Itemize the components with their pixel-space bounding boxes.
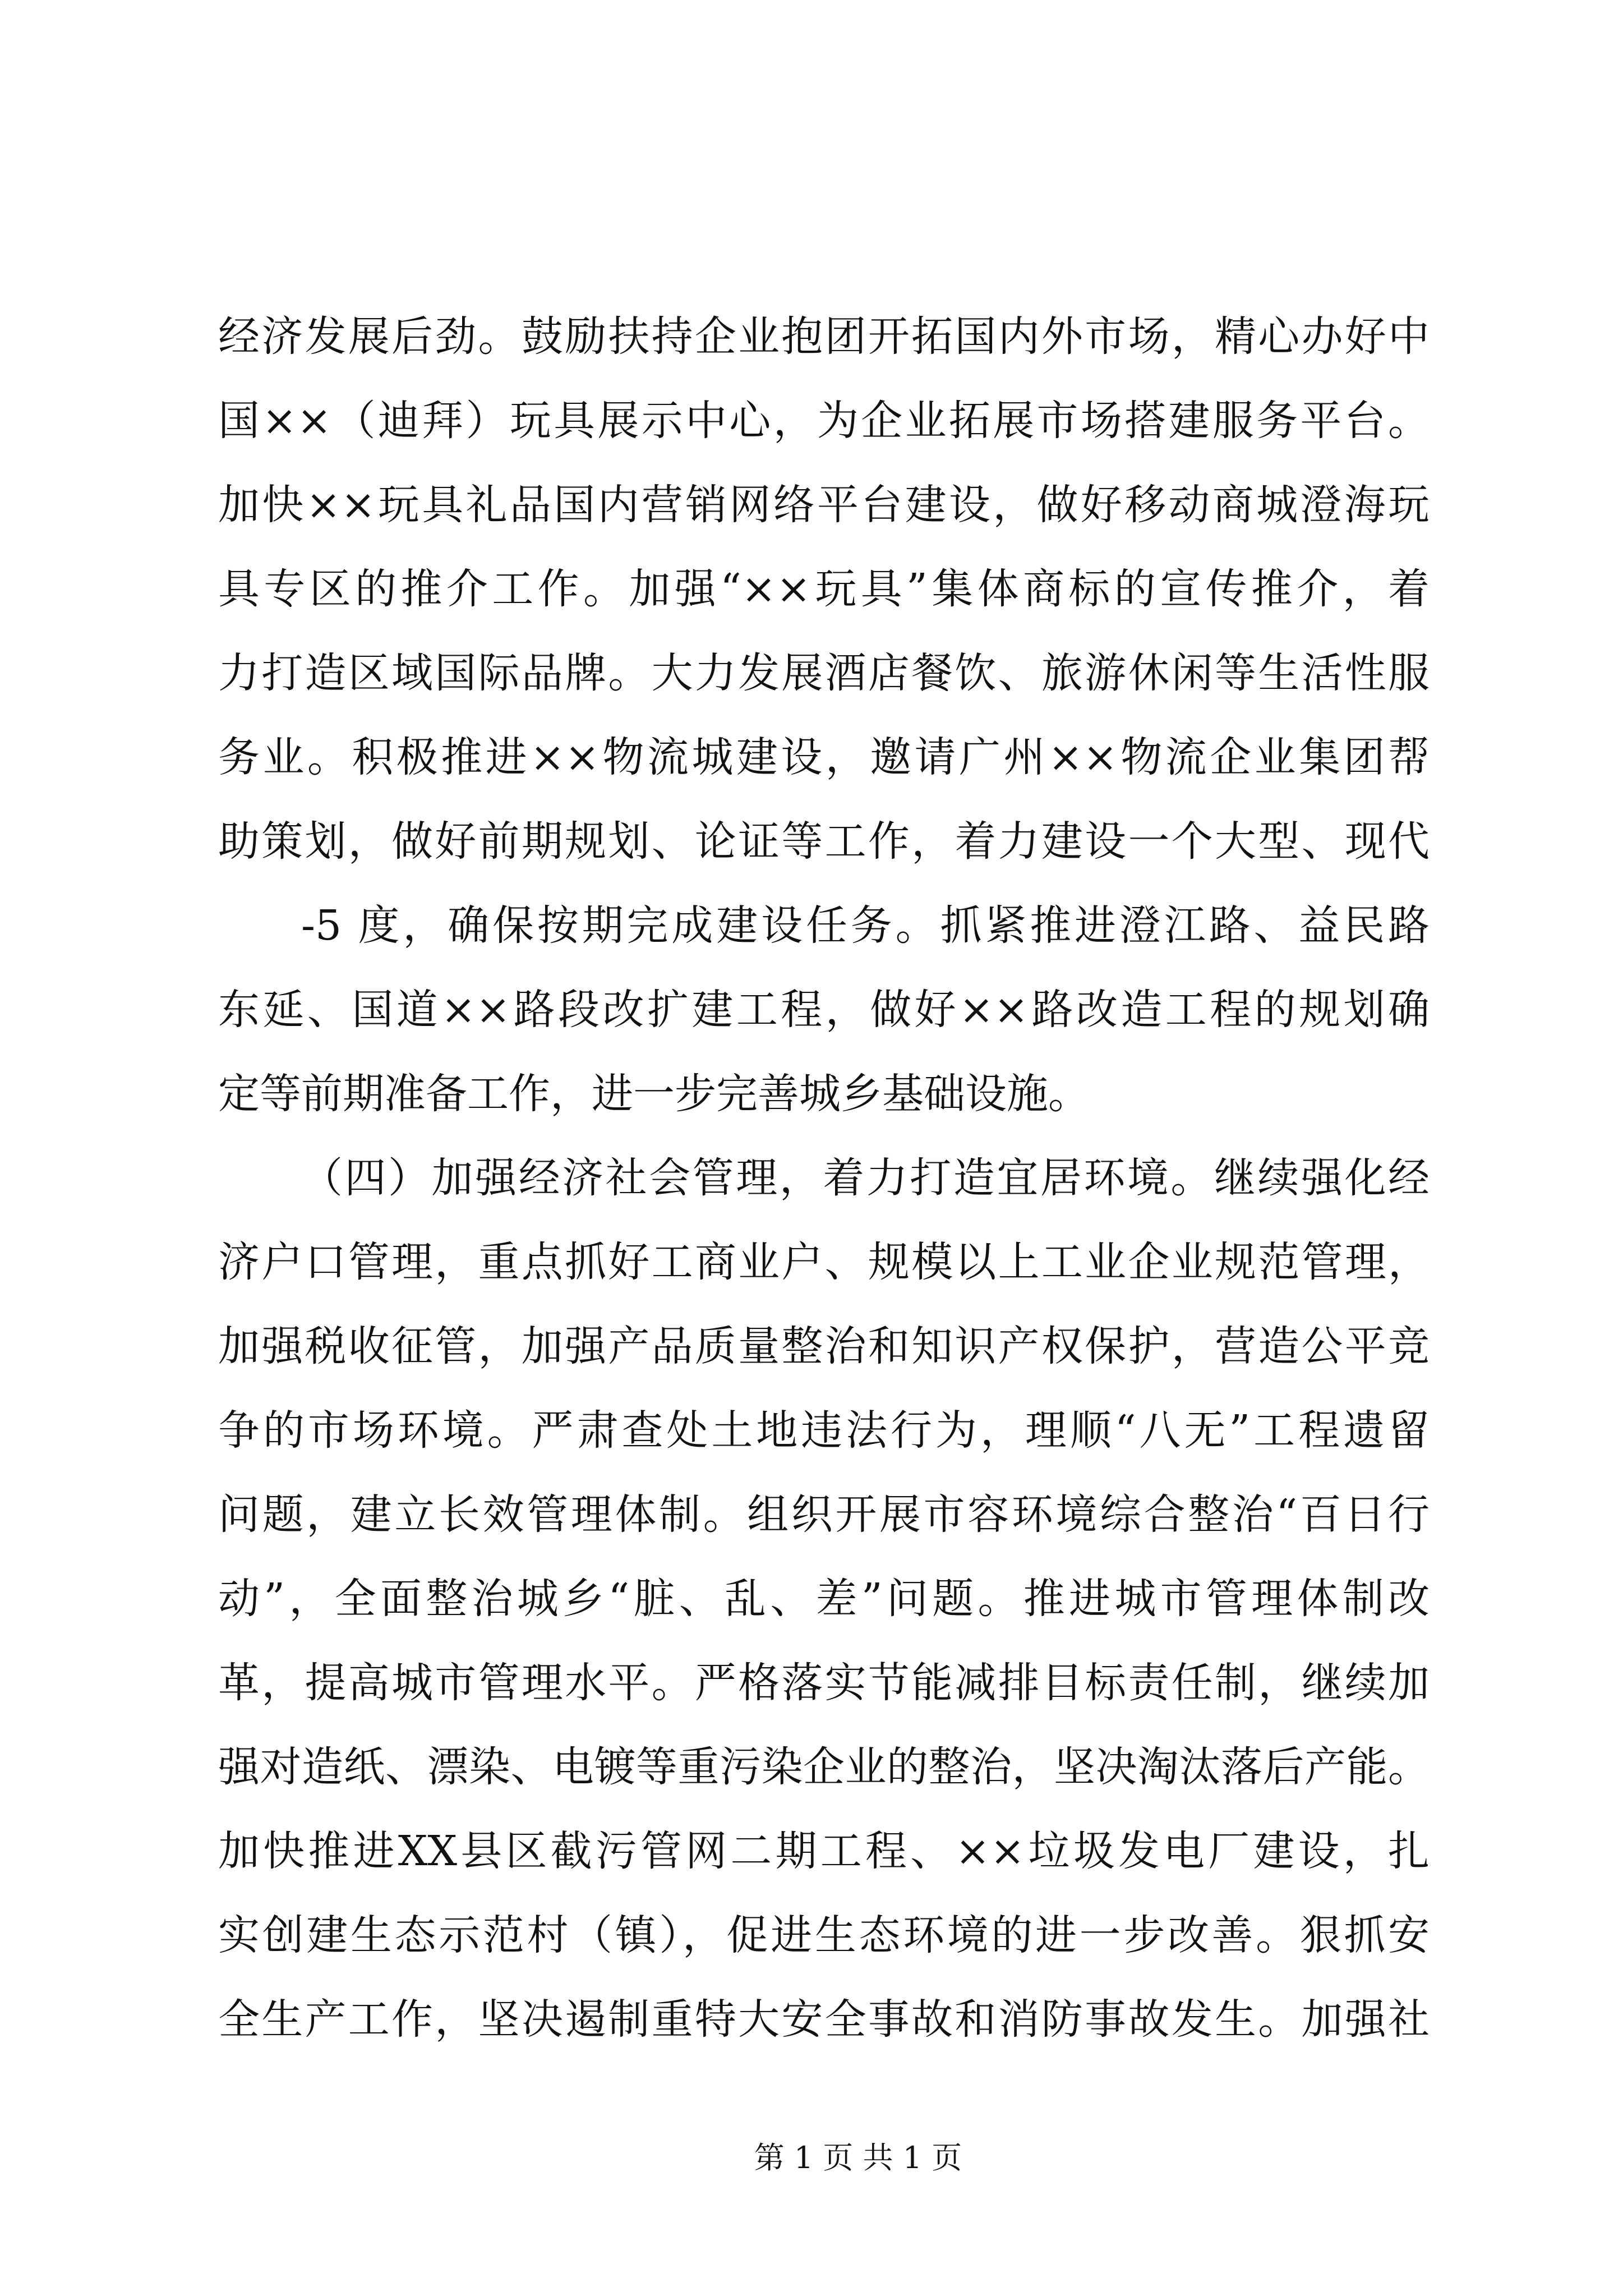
text-line: 定等前期准备工作，进一步完善城乡基础设施。	[218, 1070, 1090, 1118]
text-line: 东延、国道××路段改扩建工程，做好××路改造工程的规划确	[218, 986, 1430, 1034]
text-line: 加强税收征管，加强产品质量整治和知识产权保护，营造公平竞	[218, 1322, 1430, 1370]
text-line: 全生产工作，坚决遏制重特大安全事故和消防事故发生。加强社	[218, 1995, 1430, 2044]
text-line: 助策划，做好前期规划、论证等工作，着力建设一个大型、现代	[218, 817, 1430, 866]
text-line: 力打造区域国际品牌。大力发展酒店餐饮、旅游休闲等生活性服	[218, 649, 1430, 697]
page-number-footer: 第 1 页 共 1 页	[754, 2140, 962, 2175]
text-line: 革，提高城市管理水平。严格落实节能减排目标责任制，继续加	[218, 1659, 1430, 1707]
document-body	[218, 295, 1430, 2062]
paragraph	[218, 884, 1430, 1136]
text-line: 问题，建立长效管理体制。组织开展市容环境综合整治“百日行	[218, 1490, 1430, 1539]
paragraph	[218, 295, 1430, 884]
text-line: -5 度，确保按期完成建设任务。抓紧推进澄江路、益民路	[301, 901, 1430, 950]
text-line: 动”，全面整治城乡“脏、乱、差”问题。推进城市管理体制改	[218, 1575, 1430, 1623]
paragraph	[218, 1136, 1430, 2062]
text-line: 经济发展后劲。鼓励扶持企业抱团开拓国内外市场，精心办好中	[218, 312, 1430, 361]
text-line: 国××（迪拜）玩具展示中心，为企业拓展市场搭建服务平台。	[218, 397, 1430, 445]
text-line: 实创建生态示范村（镇），促进生态环境的进一步改善。狠抓安	[218, 1911, 1430, 1959]
text-line: 加快推进XX县区截污管网二期工程、××垃圾发电厂建设，扎	[218, 1827, 1430, 1875]
section-heading-line: （四）加强经济社会管理，着力打造宜居环境。继续强化经	[301, 1154, 1430, 1202]
text-line: 务业。积极推进××物流城建设，邀请广州××物流企业集团帮	[218, 733, 1430, 781]
text-line: 济户口管理，重点抓好工商业户、规模以上工业企业规范管理，	[218, 1238, 1430, 1286]
text-line: 加快××玩具礼品国内营销网络平台建设，做好移动商城澄海玩	[218, 481, 1430, 529]
text-line: 争的市场环境。严肃查处土地违法行为，理顺“八无”工程遗留	[218, 1406, 1430, 1455]
text-line: 具专区的推介工作。加强“××玩具”集体商标的宣传推介，着	[218, 565, 1430, 613]
text-line: 强对造纸、漂染、电镀等重污染企业的整治，坚决淘汰落后产能。	[218, 1743, 1430, 1791]
